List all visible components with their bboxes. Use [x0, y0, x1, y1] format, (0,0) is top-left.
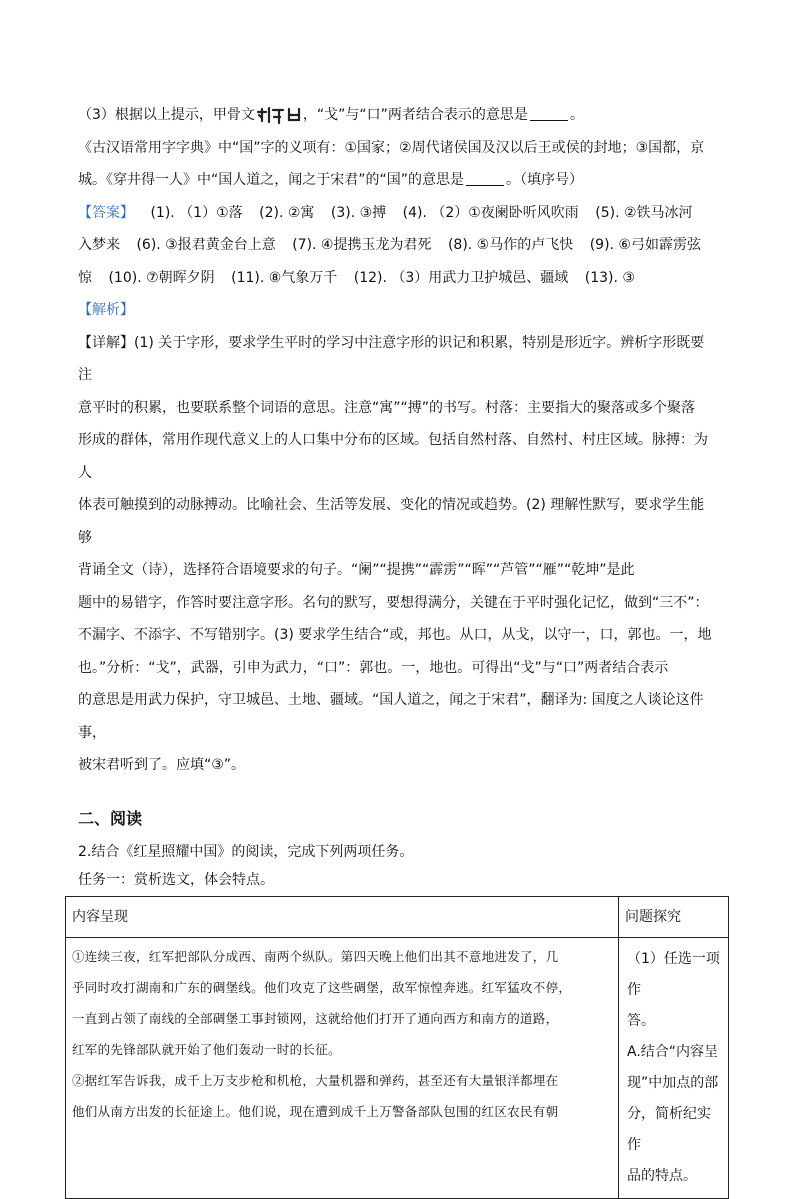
question-line: （1）任选一项作 — [627, 950, 720, 998]
answer-row-1 — [78, 197, 718, 230]
task-1: 任务一：赏析选文，体会特点。 — [78, 871, 274, 888]
answer-row-2 — [78, 229, 718, 262]
analysis-line: 题中的易错字，作答时要注意字形。名句的默写，要想得满分，关键在于平时强化记忆，做到“三不”： — [78, 594, 709, 611]
answer-item: (2). ②寓 — [259, 204, 315, 221]
q3-text-e: 。（填序号） — [506, 172, 584, 188]
answer-item: (5). ②铁马冰河 — [595, 204, 693, 221]
table-header-question: 问题探究 — [619, 896, 729, 937]
answer-item: (10). ⑦朝晖夕阴 — [108, 269, 215, 286]
q3-text-c: 。 — [569, 107, 584, 123]
analysis-line: 体表可触摸到的动脉搏动。比喻社会、生活等发展、变化的情况或趋势。(2) 理解性默写，要求学生能够 — [78, 497, 705, 546]
answer-item: (13). ③ — [584, 269, 635, 286]
answer-blank-2 — [466, 171, 504, 186]
content-line: ①连续三夜，红军把部队分成西、南两个纵队。第四天晚上他们出其不意地进发了，几 — [72, 948, 559, 964]
content-line: 红军的先锋部队就开始了他们轰动一时的长征。 — [72, 1041, 341, 1057]
analysis-line: 被宋君听到了。应填“③”。 — [78, 757, 246, 773]
content-line: 他们从南方出发的长征途上。他们说，现在遭到成千上万警备部队包围的红区农民有朝 — [72, 1103, 559, 1119]
content-line: 一直到占领了南线的全部碉堡工事封锁网，这就给他们打开了通向西方和南方的道路， — [72, 1010, 559, 1026]
q3-text-d: 城。《穿井得一人》中“国人道之，闻之于宋君”的“国”的意思是 — [78, 172, 465, 188]
answer-item: (7). ④提携玉龙为君死 — [292, 237, 432, 253]
analysis-line: 也。”分析：“戈”，武器，引申为武力，“口”：郭也。一，地也。可得出“戈”与“口”两者结合表示 — [78, 659, 669, 676]
table-question-cell — [619, 937, 729, 1198]
document-page — [72, 99, 720, 1199]
table-content-cell — [66, 937, 619, 1198]
question-line: 现”中加点的部 — [627, 1074, 719, 1091]
answer-item: (9). ⑥弓如霹雳弦 — [589, 237, 701, 253]
oracle-bone-glyph-icon — [256, 105, 302, 125]
question-2: 2.结合《红星照耀中国》的阅读，完成下列两项任务。 — [78, 843, 414, 860]
q3-line-1 — [78, 99, 718, 132]
section-title: 二、阅读 — [78, 808, 143, 828]
table-header-content: 内容呈现 — [66, 896, 619, 937]
analysis-line: 不漏字、不添字、不写错别字。(3) 要求学生结合“或，邦也。从口，从戈，以守一，口，郭也。一，地 — [78, 627, 712, 643]
analysis-line: 的意思是用武力保护，守卫城邑、土地、疆域。“国人道之，闻之于宋君”，翻译为: 国度之人谈论这件事， — [78, 692, 704, 741]
analysis-line: 背诵全文（诗），选择符合语境要求的句子。“阑”“提携”“霹雳”“晖”“芦管”“雁”“乾坤”是此 — [78, 562, 635, 578]
question-line: 品的特点。 — [627, 1167, 697, 1184]
analysis-label: 【解析】 — [78, 302, 134, 318]
answer-row-3 — [78, 262, 718, 295]
answer-item: (11). ⑧气象万千 — [231, 269, 338, 286]
content-line: 乎同时攻打湖南和广东的碉堡线。他们攻克了这些碉堡，敌军惊惶奔逃。红军猛攻不停， — [72, 979, 572, 995]
table-row — [66, 937, 729, 1198]
question-line: 答。 — [627, 1012, 655, 1029]
answer-item: (8). ⑤马作的卢飞快 — [447, 237, 574, 253]
analysis-line: 形成的群体，常用作现代意义上的人口集中分布的区域。包括自然村落、自然村、村庄区域。脉搏：为人 — [78, 432, 708, 481]
table-header-row — [66, 896, 729, 937]
question-line: A.结合“内容呈 — [627, 1043, 719, 1060]
q3-line-2: 《古汉语常用字字典》中“国”字的义项有：①国家；②周代诸侯国及汉以后王或侯的封地；③国都，京 — [78, 139, 705, 156]
q3-line-3 — [78, 164, 718, 197]
answer-item: 惊 — [78, 269, 92, 286]
answer-item: (6). ③报君黄金台上意 — [136, 237, 276, 253]
answer-item: (12). （3）用武力卫护城邑、疆域 — [353, 269, 569, 286]
answer-blank-1 — [530, 106, 568, 121]
answer-item: 入梦来 — [78, 237, 120, 253]
answer-item: (3). ③搏 — [330, 204, 387, 221]
analysis-line: 【详解】(1) 关于字形，要求学生平时的学习中注意字形的识记和积累，特别是形近字。辨析字形既要注 — [78, 334, 705, 383]
q3-text-b: ，“戈”与“口”两者结合表示的意思是 — [302, 107, 528, 123]
answer-item: (1). （1）①落 — [150, 204, 243, 221]
answer-label: 【答案】 — [78, 204, 134, 221]
reading-table — [65, 896, 729, 1199]
answer-item: (4). （2）①夜阑卧听风吹雨 — [402, 204, 579, 221]
content-line: ②据红军告诉我，成千上万支步枪和机枪，大量机器和弹药，甚至还有大量银洋都埋在 — [72, 1072, 559, 1088]
question-line: 分，简析纪实作 — [627, 1105, 711, 1153]
analysis-line: 意平时的积累，也要联系整个词语的意思。注意“寓”“搏”的书写。村落：主要指大的聚落或多个聚落 — [78, 399, 696, 416]
q3-text-a: （3）根据以上提示，甲骨文 — [78, 107, 255, 123]
